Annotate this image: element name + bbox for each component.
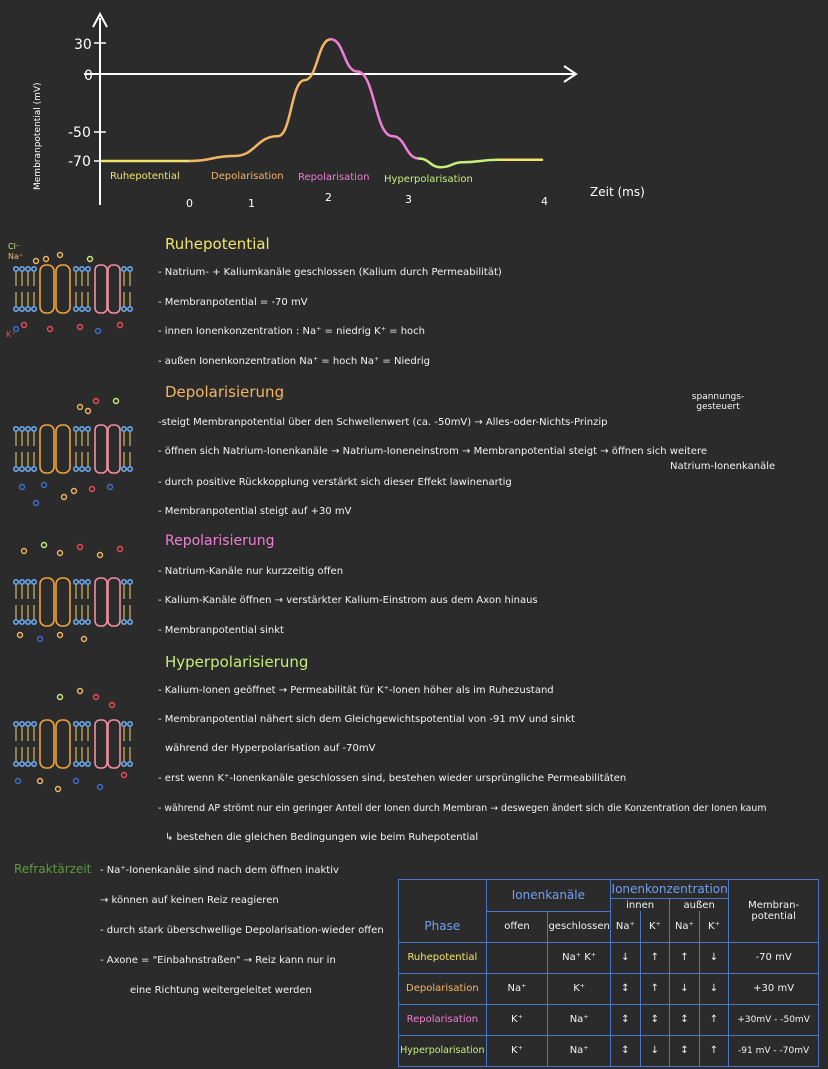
depol-line-2: - öffnen sich Natrium-Ionenkanäle → Natrium-Ioneneinstrom → Membranpotential steigt → öffnen sich weitere [158,446,707,457]
x-tick-0: 0 [186,197,193,210]
row-phase: Ruhepotential [399,942,487,973]
phase-label-repol: Repolarisation [298,172,370,183]
refrakt-line-3: - durch stark überschwellige Depolarisation-wieder offen [100,925,384,936]
section-title-depol: Depolarisierung [165,383,285,401]
table-header-konzentration: Ionenkonzentration [611,880,729,899]
repol-line-2: - Kalium-Kanäle öffnen → verstärkter Kalium-Einstrom aus dem Axon hinaus [158,595,538,606]
table-row [399,942,819,973]
table-header-k-out: K⁺ [699,911,729,942]
membrane-repol [14,578,132,626]
ruhe-line-1: - Natrium- + Kaliumkanäle geschlossen (Kalium durch Permeabilität) [158,267,502,278]
y-tick-50: -50 [68,125,91,141]
section-title-ruhe: Ruhepotential [165,235,270,253]
section-title-hyper: Hyperpolarisierung [165,653,309,671]
x-tick-3: 3 [405,193,412,206]
repol-line-1: - Natrium-Kanäle nur kurzzeitig offen [158,566,344,577]
table-header-na-in: Na⁺ [611,911,641,942]
row-k-out: ↑ [699,1035,729,1066]
row-geschlossen: Na⁺ K⁺ [548,942,611,973]
hyper-line-6: ↳ bestehen die gleichen Bedingungen wie beim Ruhepotential [165,832,479,843]
row-geschlossen: Na⁺ [548,1035,611,1066]
row-na-out: ↑ [670,942,700,973]
hyper-line-4: - erst wenn K⁺-Ionenkanäle geschlossen sind, bestehen wieder ursprüngliche Permeabilitäten [158,773,627,784]
ruhe-line-3: - innen Ionenkonzentration : Na⁺ = niedrig K⁺ = hoch [158,326,425,337]
table-row [399,1035,819,1066]
membrane-depol [14,425,132,473]
row-k-out: ↑ [699,1004,729,1035]
table-header-geschlossen: geschlossen [548,911,611,942]
row-k-in: ↑ [640,973,670,1004]
ion-label-k: K⁺ [6,330,16,339]
membrane-diagrams [0,235,150,805]
depol-line-1: -steigt Membranpotential über den Schwellenwert (ca. -50mV) → Alles-oder-Nichts-Prinzip [158,417,608,428]
row-na-in: ↓ [611,942,641,973]
row-geschlossen: K⁺ [548,973,611,1004]
row-phase: Depolarisation [399,973,487,1004]
ions-hyper [16,689,127,792]
table-header-innen: innen [611,899,670,912]
ions-ruhe [14,253,123,334]
table-row [399,1004,819,1035]
y-axis-label: Membranpotential (mV) [33,82,43,190]
depol-line-5: - Membranpotential steigt auf +30 mV [158,506,352,517]
row-offen: K⁺ [486,1004,548,1035]
row-offen: Na⁺ [486,973,548,1004]
section-title-repol: Repolarisierung [165,533,275,549]
refrakt-line-1: - Na⁺-Ionenkanäle sind nach dem öffnen inaktiv [100,865,339,876]
depol-line-4: - durch positive Rückkopplung verstärkt sich dieser Effekt lawinenartig [158,477,512,488]
table-header-na-out: Na⁺ [670,911,700,942]
refrakt-line-4: - Axone = "Einbahnstraßen" → Reiz kann nur in [100,955,336,966]
y-tick-30: 30 [74,37,92,53]
table-header-k-in: K⁺ [640,911,670,942]
membrane-ruhe [14,265,132,313]
table-header-ionenkanaele: Ionenkanäle [486,880,610,912]
row-offen: K⁺ [486,1035,548,1066]
membrane-hyper [14,720,132,768]
depol-line-3: Natrium-Ionenkanäle [670,461,776,472]
row-k-out: ↓ [699,942,729,973]
phase-label-depol: Depolarisation [211,171,284,182]
ruhe-line-2: - Membranpotential = -70 mV [158,297,308,308]
table-row [399,973,819,1004]
hyper-line-3: während der Hyperpolarisation auf -70mV [165,743,376,754]
row-offen [486,942,548,973]
row-na-out: ↕ [670,1035,700,1066]
row-k-out: ↓ [699,973,729,1004]
row-membran: -91 mV - -70mV [729,1035,819,1066]
phase-label-hyper: Hyperpolarisation [384,174,473,185]
row-k-in: ↑ [640,942,670,973]
row-na-out: ↕ [670,1004,700,1035]
repol-line-3: - Membranpotential sinkt [158,625,284,636]
y-tick-70: -70 [68,154,91,170]
table-phase-header-cell [399,880,487,912]
ion-label-cl: Cl⁻ [8,242,21,251]
ion-label-na: Na⁺ [8,252,24,261]
table-header-membran: Membran- potential [729,880,819,943]
table-header-offen: offen [486,911,548,942]
phase-label-ruhe: Ruhepotential [110,171,180,182]
action-potential-chart [0,0,828,215]
chart-series-group [102,39,542,167]
row-membran: +30 mV [729,973,819,1004]
series-line-2 [331,39,419,158]
hyper-line-1: - Kalium-Ionen geöffnet → Permeabilität für K⁺-Ionen höher als im Ruhezustand [158,685,554,696]
x-tick-4: 4 [541,195,548,208]
phase-summary-table [398,879,819,1067]
row-membran: +30mV - -50mV [729,1004,819,1035]
depol-note: spannungs- gesteuert [691,392,745,412]
series-line-1 [190,39,331,161]
table-header-aussen: außen [670,899,729,912]
x-tick-1: 1 [248,197,255,210]
row-na-out: ↓ [670,973,700,1004]
section-title-refrakt: Refraktärzeit [14,862,92,876]
hyper-line-2: - Membranpotential nähert sich dem Gleichgewichtspotential von -91 mV und sinkt [158,714,575,725]
refrakt-line-5: eine Richtung weitergeleitet werden [130,985,312,996]
ruhe-line-4: - außen Ionenkonzentration Na⁺ = hoch Na⁺ = Niedrig [158,356,430,367]
row-phase: Hyperpolarisation [399,1035,487,1066]
refrakt-line-2: → können auf keinen Reiz reagieren [100,895,279,906]
row-k-in: ↕ [640,1004,670,1035]
row-geschlossen: Na⁺ [548,1004,611,1035]
row-membran: -70 mV [729,942,819,973]
row-na-in: ↕ [611,1004,641,1035]
y-tick-0: 0 [84,68,93,84]
hyper-line-5: - während AP strömt nur ein geringer Anteil der Ionen durch Membran → deswegen ändert sich die Konzentration der Ionen kaum [158,803,767,814]
series-line-3 [419,159,498,168]
table-header-phase: Phase [399,911,487,942]
row-k-in: ↓ [640,1035,670,1066]
row-na-in: ↕ [611,973,641,1004]
x-axis-label: Zeit (ms) [590,185,645,199]
row-na-in: ↕ [611,1035,641,1066]
x-tick-2: 2 [325,191,332,204]
row-phase: Repolarisation [399,1004,487,1035]
